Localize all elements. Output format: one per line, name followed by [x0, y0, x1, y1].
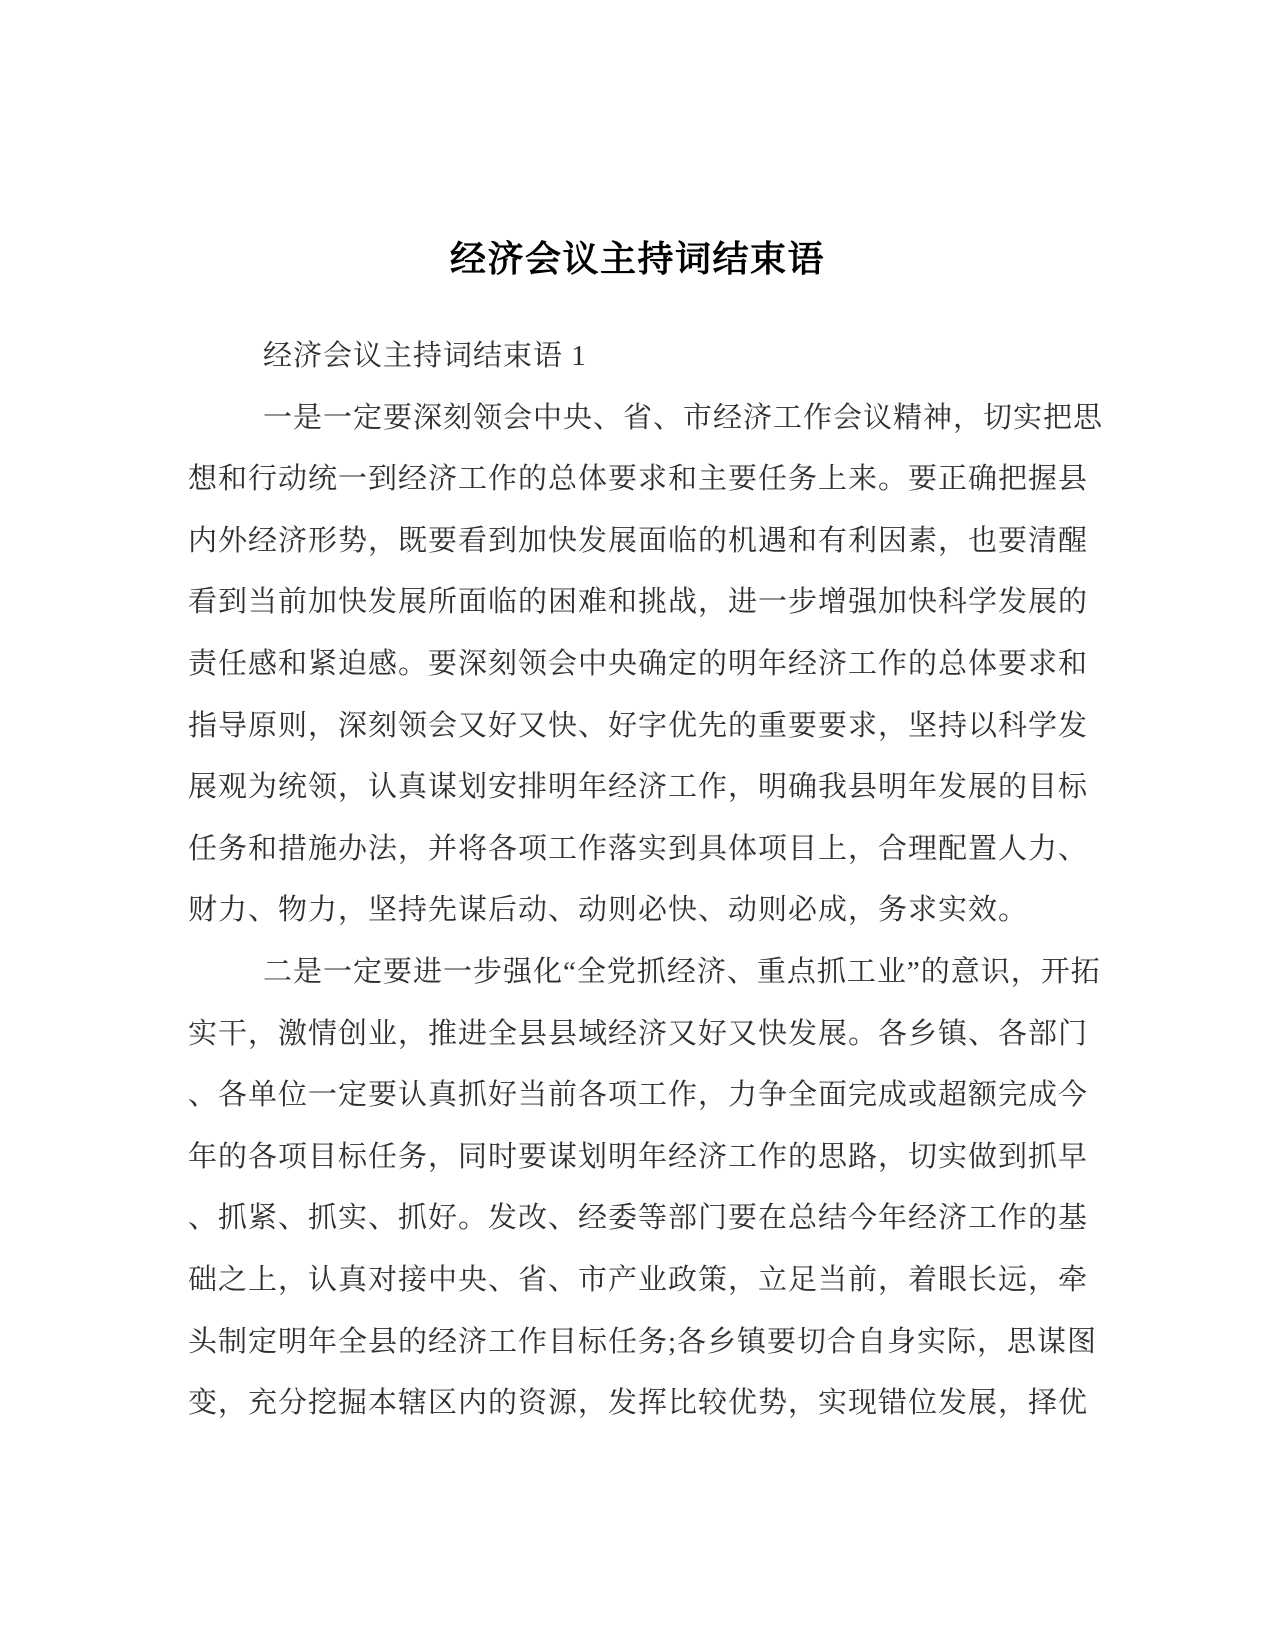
paragraph — [188, 388, 1118, 942]
body-line: 经济会议主持词结束语 1 — [263, 340, 587, 372]
body-line: 看到当前加快发展所面临的困难和挑战，进一步增强加快科学发展的 — [188, 586, 1089, 619]
paragraph-section-label — [188, 326, 1118, 388]
body-line: 任务和措施办法，并将各项工作落实到具体项目上，合理配置人力、 — [188, 832, 1089, 865]
body-line: 内外经济形势，既要看到加快发展面临的机遇和有利因素，也要清醒 — [188, 524, 1089, 557]
body-line: 变，充分挖掘本辖区内的资源，发挥比较优势，实现错位发展，择优 — [188, 1387, 1089, 1420]
body-line: 、抓紧、抓实、抓好。发改、经委等部门要在总结今年经济工作的基 — [188, 1202, 1089, 1235]
body-line: 础之上，认真对接中央、省、市产业政策，立足当前，着眼长远，牵 — [188, 1263, 1089, 1296]
body-line: 、各单位一定要认真抓好当前各项工作，力争全面完成或超额完成今 — [188, 1079, 1089, 1112]
body-line: 头制定明年全县的经济工作目标任务;各乡镇要切合自身实际，思谋图 — [188, 1325, 1098, 1358]
body-line: 责任感和紧迫感。要深刻领会中央确定的明年经济工作的总体要求和 — [188, 647, 1089, 680]
document-body — [188, 326, 1118, 1435]
body-line: 年的各项目标任务，同时要谋划明年经济工作的思路，切实做到抓早 — [188, 1140, 1089, 1173]
body-line: 财力、物力，坚持先谋后动、动则必快、动则必成，务求实效。 — [188, 894, 1029, 927]
body-line: 想和行动统一到经济工作的总体要求和主要任务上来。要正确把握县 — [188, 463, 1089, 496]
body-line: 实干，激情创业，推进全县县域经济又好又快发展。各乡镇、各部门 — [188, 1017, 1089, 1050]
body-line: 展观为统领，认真谋划安排明年经济工作，明确我县明年发展的目标 — [188, 771, 1089, 804]
paragraph — [188, 942, 1118, 1435]
body-line: 二是一定要进一步强化“全党抓经济、重点抓工业”的意识，开拓 — [263, 955, 1101, 988]
body-line: 一是一定要深刻领会中央、省、市经济工作会议精神，切实把思 — [263, 401, 1104, 434]
body-line: 指导原则，深刻领会又好又快、好字优先的重要要求，坚持以科学发 — [188, 709, 1089, 742]
document-title: 经济会议主持词结束语 — [449, 238, 825, 280]
